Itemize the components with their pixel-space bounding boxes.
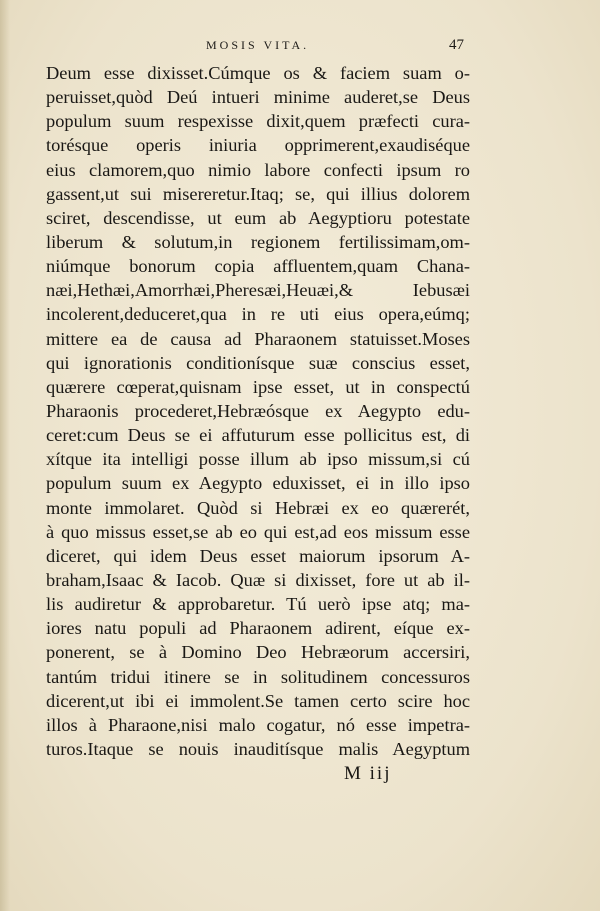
text-line: Deum esse dixisset.Cúmque os & faciem suam o- <box>46 63 470 83</box>
page-header <box>0 38 600 58</box>
running-title: MOSIS VITA. <box>206 38 310 52</box>
text-line: peruisset,quòd Deú intueri minime auderet,se Deus <box>46 87 470 108</box>
text-line: populum suum respexisse dixit,quem præfecti cura- <box>46 111 470 132</box>
signature-mark: M iij <box>344 763 392 784</box>
text-line: lis audiretur & approbaretur. Tú uerò ipse atq; ma- <box>46 594 470 615</box>
text-line: quærere cœperat,quisnam ipse esset, ut in conspectú <box>46 376 470 397</box>
text-line: illos à Pharaone,nisi malo cogatur, nó esse impetra- <box>46 714 470 735</box>
text-line: incolerent,deduceret,qua in re uti eius opera,eúmq; <box>46 304 470 325</box>
text-line: mittere ea de causa ad Pharaonem statuisset.Moses <box>46 328 470 349</box>
text-line: turos.Itaque se nouis inauditísque malis Aegyptum <box>46 738 470 759</box>
text-line: dicerent,ut ibi ei immolent.Se tamen certo scire hoc <box>46 690 470 711</box>
text-line: diceret, qui idem Deus esset maiorum ipsorum A- <box>46 545 470 566</box>
text-line: qui ignorationis conditionísque suæ conscius esset, <box>46 352 470 373</box>
text-line: monte immolaret. Quòd si Hebræi ex eo quærerét, <box>46 497 470 518</box>
body-text <box>46 61 470 761</box>
page-number: 47 <box>449 37 464 53</box>
text-line: torésque operis iniuria opprimerent,exaudiséque <box>46 135 470 156</box>
text-line: Pharaonis procederet,Hebræósque ex Aegypto edu- <box>46 400 470 421</box>
text-line: iores natu populi ad Pharaonem adirent, eíque ex- <box>46 618 470 639</box>
page-gutter-shadow <box>0 0 10 911</box>
text-line: populum suum ex Aegypto eduxisset, ei in illo ipso <box>46 473 470 494</box>
text-line: braham,Isaac & Iacob. Quæ si dixisset, fore ut ab il- <box>46 569 470 590</box>
text-line: xítque ita intelligi posse illum ab ipso missum,si cú <box>46 449 470 470</box>
text-line: niúmque bonorum copia affluentem,quam Chana- <box>46 256 470 277</box>
text-line: gassent,ut sui misereretur.Itaq; se, qui illius dolorem <box>46 183 470 204</box>
text-line: næi,Hethæi,Amorrhæi,Pheresæi,Heuæi,& Iebusæi <box>46 280 470 301</box>
text-line: tantúm tridui itinere se in solitudinem concessuros <box>46 666 470 687</box>
text-line: liberum & solutum,in regionem fertilissimam,om- <box>46 231 470 252</box>
text-line: ceret:cum Deus se ei affuturum esse pollicitus est, di <box>46 425 470 446</box>
text-line: à quo missus esset,se ab eo qui est,ad eos missum esse <box>46 521 470 542</box>
text-line: sciret, descendisse, ut eum ab Aegyptioru potestate <box>46 207 470 228</box>
text-line: eius clamorem,quo nimio labore confecti ipsum ro <box>46 159 470 180</box>
text-line: ponerent, se à Domino Deo Hebræorum accersiri, <box>46 642 470 663</box>
